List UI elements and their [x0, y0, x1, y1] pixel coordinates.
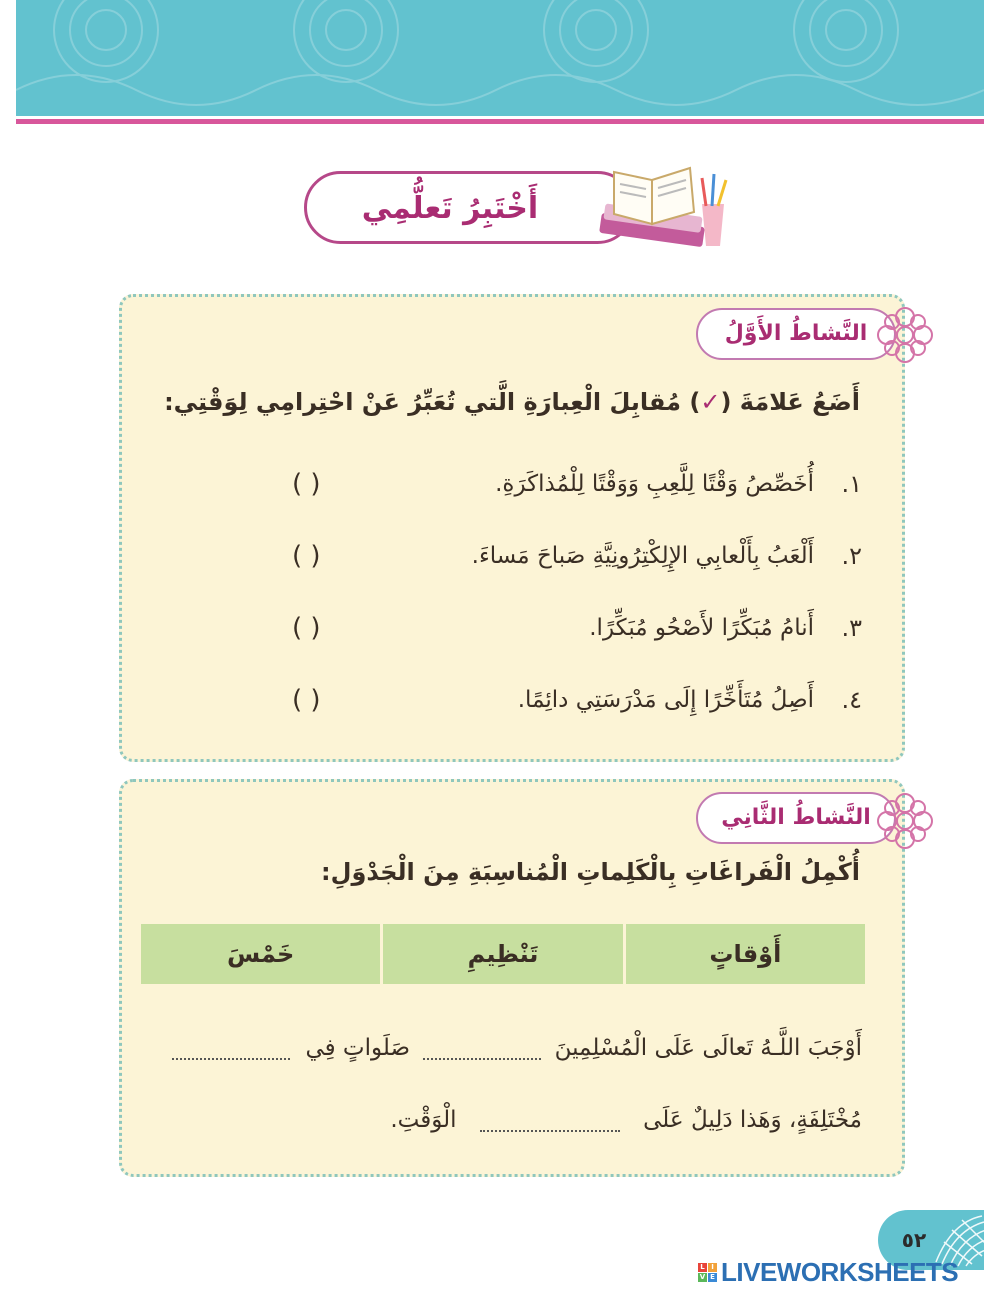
page-number: ٥٢ [901, 1228, 927, 1252]
answer-box-3[interactable]: ( ) [292, 613, 321, 643]
sentence-fragment: صَلَواتٍ فِي [305, 1035, 410, 1061]
statement-text: أَنامُ مُبَكِّرًا لأَصْحُو مُبَكِّرًا. [589, 615, 814, 641]
fill-blank-3[interactable] [480, 1110, 620, 1132]
word-bank-table [141, 924, 865, 984]
statement-number: ٢. [841, 542, 862, 570]
checkmark-icon: ✓ [700, 388, 721, 416]
answer-box-1[interactable]: ( ) [292, 469, 321, 499]
statement-row [288, 678, 862, 722]
statement-row [288, 462, 862, 506]
statement-number: ١. [841, 470, 862, 498]
statement-number: ٤. [841, 686, 862, 714]
word-bank-cell[interactable]: خَمْسَ [141, 924, 380, 984]
activity-one-instruction: أَضَعُ عَلامَةَ (✓) مُقابِلَ الْعِبارَةِ الَّتي تُعَبِّرُ عَنْ احْتِرامِي لِوَقْتِي: [164, 388, 860, 416]
books-icon [594, 158, 734, 254]
liveworksheets-logo-icon: L I V E [698, 1263, 717, 1282]
page-title: أَخْتَبِرُ تَعلُّمِي [361, 191, 539, 226]
activity-two-instruction: أُكْمِلُ الْفَراغَاتِ بِالْكَلِماتِ الْمُناسِبَةِ مِنَ الْجَدْوَلِ: [321, 858, 860, 886]
header-banner [16, 0, 984, 116]
statement-text: أَصِلُ مُتَأَخِّرًا إِلَى مَدْرَسَتِي دائِمًا. [517, 687, 814, 713]
watermark-text: LIVEWORKSHEETS [721, 1256, 959, 1287]
sentence-fragment: مُخْتَلِفَةٍ، وَهَذا دَلِيلٌ عَلَى [643, 1107, 862, 1133]
statement-row [288, 534, 862, 578]
sentence-fragment: الْوَقْتِ. [390, 1107, 457, 1133]
liveworksheets-watermark [698, 1257, 958, 1287]
answer-box-2[interactable]: ( ) [292, 541, 321, 571]
statement-text: أَلْعَبُ بِأَلْعابِي الإِلِكْتِرُونِيَّةِ صَباحَ مَساءَ. [471, 543, 814, 569]
fill-in-sentence-line-2 [390, 1098, 862, 1142]
flower-ornament-icon [870, 786, 940, 856]
fill-blank-1[interactable] [423, 1038, 541, 1060]
statement-text: أُخَصِّصُ وَقْتًا لِلَّعِبِ وَوَقْتًا لِلْمُذاكَرَةِ. [495, 471, 814, 497]
word-bank-cell[interactable]: أَوْقاتٍ [626, 924, 865, 984]
statement-number: ٣. [841, 614, 862, 642]
activity-one-label: النَّشاطُ الأَوَّلُ [696, 308, 896, 360]
flower-ornament-icon [870, 300, 940, 370]
fill-blank-2[interactable] [172, 1038, 290, 1060]
sentence-fragment: أَوْجَبَ اللَّـهُ تَعالَى عَلَى الْمُسْلِمِينَ [554, 1035, 862, 1061]
answer-box-4[interactable]: ( ) [292, 685, 321, 715]
statement-row [288, 606, 862, 650]
fill-in-sentence-line-1 [164, 1026, 862, 1070]
activity-two-label: النَّشاطُ الثَّانِي [696, 792, 896, 844]
header-divider [16, 119, 984, 124]
arabesque-pattern [16, 0, 984, 116]
word-bank-cell[interactable]: تَنْظِيمِ [383, 924, 622, 984]
